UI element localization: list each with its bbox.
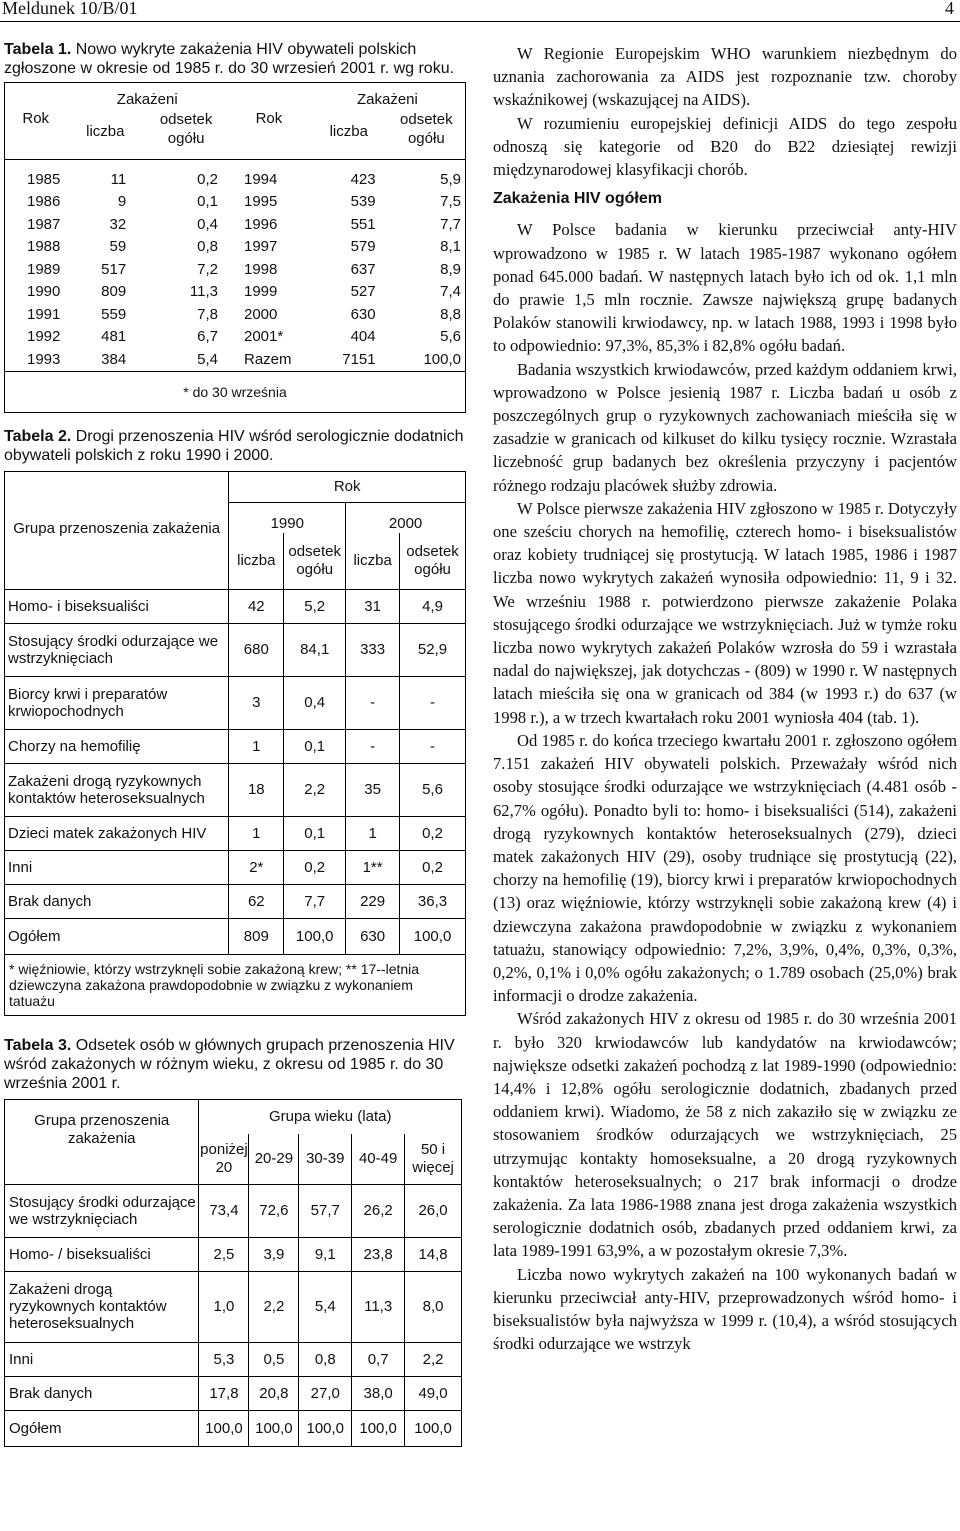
t1-cell: 384 bbox=[101, 350, 127, 368]
t2-cell: 31 bbox=[346, 589, 400, 623]
t3-row-label: Ogółem bbox=[5, 1410, 199, 1446]
t3-h-col: 40-49 bbox=[352, 1134, 405, 1185]
t2-cell: 100,0 bbox=[400, 918, 466, 954]
t1-cell: 1987 bbox=[27, 215, 61, 233]
section-heading: Zakażenia HIV ogółem bbox=[493, 190, 662, 208]
journal-title: Meldunek 10/B/01 bbox=[2, 0, 138, 18]
t1-footnote: * do 30 września bbox=[5, 371, 466, 412]
t3-cell: 20,8 bbox=[249, 1376, 299, 1410]
t3-cell: 23,8 bbox=[352, 1237, 405, 1271]
t3-cell: 100,0 bbox=[249, 1410, 299, 1446]
t2-cell: 0,1 bbox=[284, 729, 346, 763]
t3-cell: 100,0 bbox=[199, 1410, 249, 1446]
paragraph-1: W Regionie Europejskim WHO warunkiem niezbędnym do uznania zachorowania za AIDS jest rozpoznanie tzw. choroby wskaźnikowej (wskazującej na AIDS). bbox=[493, 44, 957, 110]
t1-cell: 8,9 bbox=[440, 260, 461, 278]
t1-cell: 551 bbox=[350, 215, 376, 233]
t2-cell: 42 bbox=[229, 589, 284, 623]
t3-cell: 100,0 bbox=[299, 1410, 352, 1446]
left-column bbox=[4, 40, 466, 1447]
t2-cell: 2,2 bbox=[284, 763, 346, 816]
t2-cell: 0,2 bbox=[284, 850, 346, 884]
t1-cell: 1989 bbox=[27, 260, 61, 278]
t1-cell: 1992 bbox=[27, 328, 61, 346]
t3-cell: 26,0 bbox=[405, 1184, 462, 1237]
t2-cell: 100,0 bbox=[284, 918, 346, 954]
t1-cell: 481 bbox=[101, 328, 127, 346]
t1-cell: 7,4 bbox=[440, 283, 461, 301]
t2-row bbox=[5, 816, 466, 850]
t1-cell: 527 bbox=[350, 283, 376, 301]
t1-row bbox=[5, 348, 466, 371]
t2-h-odsetek-2000: odsetek ogółu bbox=[400, 533, 466, 590]
paragraph-8: Liczba nowo wykrytych zakażeń na 100 wykonanych badań w kierunku przeciwciał anty-HIV, przeprowadzonych wśród homo- i biseksualistów była najwyższa w 1999 r. (10,4), a wśród stosujących środki odurzające we wstrzyk bbox=[493, 1264, 957, 1354]
t2-cell: 2* bbox=[229, 850, 284, 884]
t1-cell: 1999 bbox=[243, 283, 278, 301]
t2-cell: 7,7 bbox=[284, 884, 346, 918]
t1-h-rok-1: Rok bbox=[22, 109, 50, 127]
t1-cell: 1990 bbox=[27, 283, 61, 301]
t3-cell: 5,3 bbox=[199, 1342, 249, 1376]
t1-cell: 1991 bbox=[27, 305, 61, 323]
t3-cell: 0,5 bbox=[249, 1342, 299, 1376]
t3-row-label: Homo- / biseksualiści bbox=[5, 1237, 199, 1271]
t1-row bbox=[5, 258, 466, 281]
t3-cell: 2,5 bbox=[199, 1237, 249, 1271]
t1-cell: 8,8 bbox=[440, 305, 461, 323]
t1-cell: 2001* bbox=[243, 328, 284, 346]
t2-cell: 630 bbox=[346, 918, 400, 954]
t2-row-label: Dzieci matek zakażonych HIV bbox=[5, 816, 229, 850]
t2-cell: 35 bbox=[346, 763, 400, 816]
t1-cell: 630 bbox=[350, 305, 376, 323]
paragraph-4: Badania wszystkich krwiodawców, przed każdym oddaniem krwi, wprowadzono w Polsce jesienią 1987 r. Liczba badań u osób z poszczególnych grup o ryzykownych zachowaniach mieściła się w zasadzie w granicach od kilkuset do kilku tysięcy rocznie. Wzrastała liczebność grup badanych bez określenia przyczyny i pacjentów różnego rodzaju placówek służby zdrowia. bbox=[493, 359, 957, 495]
t3-cell: 14,8 bbox=[405, 1237, 462, 1271]
t1-cell: 7151 bbox=[342, 350, 376, 368]
right-column bbox=[493, 42, 957, 1355]
t3-h-age: Grupa wieku (lata) bbox=[199, 1099, 462, 1134]
t3-row bbox=[5, 1271, 462, 1342]
t1-cell: 11,3 bbox=[189, 283, 218, 301]
t1-cell: 11 bbox=[110, 170, 127, 188]
paragraph-2: W rozumieniu europejskiej definicji AIDS do tego zespołu odnoszą się kategorie od B20 do B22 dziesiątej rewizji międzynarodowej klasyfikacji chorób. bbox=[493, 113, 957, 180]
t2-row bbox=[5, 676, 466, 729]
t2-h-2000: 2000 bbox=[346, 502, 466, 533]
page-header bbox=[0, 0, 960, 20]
table2 bbox=[4, 471, 466, 1016]
t1-cell: 9 bbox=[117, 193, 127, 211]
t2-row-label: Zakażeni drogą ryzykownych kontaktów heteroseksualnych bbox=[5, 763, 229, 816]
t1-cell: 1996 bbox=[243, 215, 278, 233]
t1-cell: 8,1 bbox=[440, 238, 461, 256]
table3 bbox=[4, 1099, 462, 1447]
t2-h-1990: 1990 bbox=[229, 502, 346, 533]
t3-body bbox=[5, 1184, 462, 1446]
t2-footnote: * więźniowie, którzy wstrzyknęli sobie zakażoną krew; ** 17--letnia dziewczyna zakażona prawdopodobnie w związku z wykonaniem tatuażu bbox=[5, 954, 466, 1015]
t2-row bbox=[5, 763, 466, 816]
table3-caption bbox=[4, 1036, 466, 1093]
paragraph-5: W Polsce pierwsze zakażenia HIV zgłoszono w 1985 r. Dotyczyły one sześciu chorych na hemofilię, czterech homo- i biseksualistów oraz kobiety trudniącej się prostytucją. W latach 1985, 1986 i 1987 liczba nowo wykrytych zakażeń wynosiła odpowiednio: 11, 9 i 32. We wrześniu 1988 r. potwierdzono pierwsze zakażenie Polaka stosującego środki odurzające we wstrzyknięciach. Już w tymże roku liczba nowo wykrytych zakażeń Polaków wzrosła do 59 i wzrastała nadal do największej, jak dotychczas - (809) w 1990 r. W następnych latach mieściła się ona w granicach od 384 (w 1993 r.) do 637 (w 1998 r.), a w trzech kwartałach roku 2001 wyniosła 404 (tab. 1). bbox=[493, 498, 957, 727]
t2-h-liczba-2000: liczba bbox=[346, 533, 400, 590]
t3-cell: 17,8 bbox=[199, 1376, 249, 1410]
t1-cell: 7,2 bbox=[197, 260, 218, 278]
t3-cell: 57,7 bbox=[299, 1184, 352, 1237]
t1-cell: 7,7 bbox=[440, 215, 461, 233]
t2-cell: 5,6 bbox=[400, 763, 466, 816]
t1-cell: 100,0 bbox=[423, 350, 461, 368]
t2-cell: - bbox=[346, 729, 400, 763]
t1-row bbox=[5, 213, 466, 236]
t2-body bbox=[5, 589, 466, 954]
t1-cell: 0,4 bbox=[197, 215, 218, 233]
t1-h-zakazeni-2: Zakażeni bbox=[356, 90, 418, 108]
t3-cell: 0,8 bbox=[299, 1342, 352, 1376]
t1-row bbox=[5, 236, 466, 259]
t3-row bbox=[5, 1376, 462, 1410]
paragraph-7: Wśród zakażonych HIV z okresu od 1985 r. do 30 września 2001 r. było 320 krwiodawców lub kandydatów na krwiodawców; największe odsetki zakażeń pochodzą z lat 1989-1990 (odpowiednio: 14,4% i 12,8% ogółu serologicznie dodatnich, zbadanych przed oddaniem krwi). Wiadomo, że 58 z nich zakaziło się w związku ze stosowaniem środków odurzających we wstrzyknięciach, 25 utrzymując kontakty homoseksualne, a 20 drogą ryzykownych kontaktów heteroseksualnych; o 217 brak informacji o drodze zakażenia. Za lata 1986-1988 znana jest droga zakażenia wszystkich serologicznie dodatnich osób, zbadanych przed oddaniem krwi, za lata 1989-1991 63,9%, a w pozostałym okresie 7,3%. bbox=[493, 1009, 957, 1261]
t2-cell: 1 bbox=[229, 816, 284, 850]
t3-cell: 72,6 bbox=[249, 1184, 299, 1237]
t1-h-zakazeni-1: Zakażeni bbox=[116, 90, 178, 108]
t2-cell: 3 bbox=[229, 676, 284, 729]
t2-cell: - bbox=[346, 676, 400, 729]
t1-cell: 1998 bbox=[243, 260, 278, 278]
t1-cell: Razem bbox=[243, 350, 292, 368]
t1-cell: 1986 bbox=[27, 193, 61, 211]
t3-h-group: Grupa przenoszenia zakażenia bbox=[5, 1099, 199, 1184]
t3-row bbox=[5, 1342, 462, 1376]
t1-cell: 7,5 bbox=[440, 193, 461, 211]
t3-row bbox=[5, 1410, 462, 1446]
paragraph-6: Od 1985 r. do końca trzeciego kwartału 2001 r. zgłoszono ogółem 7.151 zakażeń HIV obywateli polskich. Przeważały wśród nich osoby stosujące środki odurzające we wstrzyknięciach (4.481 osób - 62,7% ogółu). Ponadto byli to: homo- i biseksualiści (514), zakażeni drogą ryzykownych kontaktów heteroseksualnych (279), dzieci matek zakażonych HIV (29), osoby trudniące się prostytucją (22), chorzy na hemofilię (19), biorcy krwi i preparatów krwiopochodnych (13) oraz więźniowie, którzy wstrzyknęli sobie zakażoną krew (4) i dziewczyna zakażona prawdopodobnie w związku z wykonaniem tatuażu, stanowiący odpowiednio: 7,2%, 3,9%, 0,4%, 0,3%, 0,3%, 0,2%, 0,1% i 0,0% ogółu zakażonych; o 1.789 osobach (25,0%) brak informacji o drodze zakażenia. bbox=[493, 730, 957, 1006]
t2-row bbox=[5, 884, 466, 918]
t1-cell: 1988 bbox=[27, 238, 61, 256]
t3-cell: 3,9 bbox=[249, 1237, 299, 1271]
t3-cell: 100,0 bbox=[352, 1410, 405, 1446]
table1-caption-text: Nowo wykryte zakażenia HIV obywateli polskich zgłoszone w okresie od 1985 r. do 30 wrzesień 2001 r. wg roku. bbox=[4, 41, 455, 77]
t2-cell: 680 bbox=[229, 623, 284, 676]
t2-cell: 809 bbox=[229, 918, 284, 954]
t3-cell: 8,0 bbox=[405, 1271, 462, 1342]
t2-cell: 52,9 bbox=[400, 623, 466, 676]
t1-cell: 5,6 bbox=[440, 328, 461, 346]
t2-cell: 18 bbox=[229, 763, 284, 816]
t1-h-odsetek-1: odsetek ogółu bbox=[159, 111, 213, 148]
t3-row bbox=[5, 1237, 462, 1271]
t2-row bbox=[5, 729, 466, 763]
t3-cell: 38,0 bbox=[352, 1376, 405, 1410]
t2-row-label: Stosujący środki odurzające we wstrzyknięciach bbox=[5, 623, 229, 676]
t2-cell: 0,4 bbox=[284, 676, 346, 729]
t2-row bbox=[5, 918, 466, 954]
t3-row bbox=[5, 1184, 462, 1237]
t2-cell: 4,9 bbox=[400, 589, 466, 623]
t1-h-rok-2: Rok bbox=[255, 109, 283, 127]
t1-cell: 423 bbox=[350, 170, 376, 188]
t1-cell: 1985 bbox=[27, 170, 61, 188]
t1-cell: 539 bbox=[350, 193, 376, 211]
t3-cell: 1,0 bbox=[199, 1271, 249, 1342]
t3-row-label: Inni bbox=[5, 1342, 199, 1376]
t2-row-label: Biorcy krwi i preparatów krwiopochodnych bbox=[5, 676, 229, 729]
t3-row-label: Zakażeni drogą ryzykownych kontaktów heteroseksualnych bbox=[5, 1271, 199, 1342]
t1-cell: 5,4 bbox=[197, 350, 218, 368]
t1-cell: 0,2 bbox=[197, 170, 218, 188]
table2-caption-label: Tabela 2. bbox=[4, 427, 72, 445]
t1-h-liczba-1: liczba bbox=[86, 122, 125, 140]
t2-cell: 333 bbox=[346, 623, 400, 676]
table1-caption-label: Tabela 1. bbox=[4, 41, 72, 58]
t3-h-col: 30-39 bbox=[299, 1134, 352, 1185]
t1-cell: 579 bbox=[350, 238, 376, 256]
t1-h-odsetek-2: odsetek ogółu bbox=[400, 111, 453, 148]
t2-row-label: Chorzy na hemofilię bbox=[5, 729, 229, 763]
table2-caption bbox=[4, 427, 466, 465]
t2-cell: 0,1 bbox=[284, 816, 346, 850]
t2-cell: 1 bbox=[346, 816, 400, 850]
t1-row bbox=[5, 191, 466, 214]
t1-row bbox=[5, 281, 466, 304]
t1-cell: 1993 bbox=[27, 350, 61, 368]
t1-cell: 637 bbox=[350, 260, 376, 278]
t1-cell: 809 bbox=[101, 283, 127, 301]
t3-cell: 2,2 bbox=[249, 1271, 299, 1342]
t3-h-col: poniżej 20 bbox=[199, 1134, 249, 1185]
t3-cell: 26,2 bbox=[352, 1184, 405, 1237]
t1-cell: 32 bbox=[109, 215, 127, 233]
t2-h-odsetek-1990: odsetek ogółu bbox=[284, 533, 346, 590]
t1-row bbox=[5, 326, 466, 349]
t3-cell: 2,2 bbox=[405, 1342, 462, 1376]
page-number: 4 bbox=[945, 0, 954, 18]
t2-cell: 62 bbox=[229, 884, 284, 918]
table1 bbox=[4, 82, 466, 413]
t1-cell: 517 bbox=[101, 260, 127, 278]
t1-cell: 1994 bbox=[243, 170, 278, 188]
t3-cell: 27,0 bbox=[299, 1376, 352, 1410]
t2-row bbox=[5, 850, 466, 884]
t1-cell: 2000 bbox=[243, 305, 278, 323]
t2-cell: 5,2 bbox=[284, 589, 346, 623]
t2-row-label: Brak danych bbox=[5, 884, 229, 918]
t2-cell: - bbox=[400, 729, 466, 763]
t3-cell: 9,1 bbox=[299, 1237, 352, 1271]
t3-h-col: 50 i więcej bbox=[405, 1134, 462, 1185]
t1-cell: 0,1 bbox=[197, 193, 218, 211]
t2-h-liczba-1990: liczba bbox=[229, 533, 284, 590]
t3-row-label: Stosujący środki odurzające we wstrzyknięciach bbox=[5, 1184, 199, 1237]
t3-cell: 0,7 bbox=[352, 1342, 405, 1376]
t1-body bbox=[5, 168, 466, 371]
t1-cell: 0,8 bbox=[197, 238, 218, 256]
table1-caption bbox=[4, 40, 466, 78]
t2-cell: 1 bbox=[229, 729, 284, 763]
t2-cell: 36,3 bbox=[400, 884, 466, 918]
t3-row-label: Brak danych bbox=[5, 1376, 199, 1410]
t2-cell: 229 bbox=[346, 884, 400, 918]
table3-caption-text: Odsetek osób w głównych grupach przenoszenia HIV wśród zakażonych w różnym wieku, z okresu od 1985 r. do 30 września 2001 r. bbox=[4, 1036, 455, 1092]
t2-cell: 0,2 bbox=[400, 816, 466, 850]
t2-row bbox=[5, 623, 466, 676]
t1-cell: 6,7 bbox=[197, 328, 218, 346]
t1-row bbox=[5, 303, 466, 326]
t2-row bbox=[5, 589, 466, 623]
t1-cell: 5,9 bbox=[440, 170, 461, 188]
t1-h-liczba-2: liczba bbox=[329, 122, 368, 140]
header-rule bbox=[0, 21, 960, 22]
paragraph-3: W Polsce badania w kierunku przeciwciał anty-HIV wprowadzono w 1985 r. W latach 1985-1987 wykonano ogółem ponad 645.000 badań. W następnych latach było ich od ok. 1,1 mln do prawie 1,5 mln rocznie. Zawsze największą grupę badanych Polaków stanowili krwiodawcy, np. w latach 1988, 1993 i 1998 było to odpowiednio: 97,3%, 85,3% i 82,8% ogółu badań. bbox=[493, 220, 957, 356]
t3-cell: 100,0 bbox=[405, 1410, 462, 1446]
t1-cell: 59 bbox=[109, 238, 127, 256]
t3-cell: 11,3 bbox=[352, 1271, 405, 1342]
t2-cell: 0,2 bbox=[400, 850, 466, 884]
t2-cell: - bbox=[400, 676, 466, 729]
t2-row-label: Ogółem bbox=[5, 918, 229, 954]
t1-cell: 1997 bbox=[243, 238, 278, 256]
t1-cell: 559 bbox=[101, 305, 127, 323]
t1-cell: 1995 bbox=[243, 193, 278, 211]
table2-caption-text: Drogi przenoszenia HIV wśród serologicznie dodatnich obywateli polskich z roku 1990 i 2000. bbox=[4, 427, 464, 464]
t3-cell: 49,0 bbox=[405, 1376, 462, 1410]
t3-cell: 5,4 bbox=[299, 1271, 352, 1342]
table3-caption-label: Tabela 3. bbox=[4, 1036, 72, 1054]
t2-h-rok: Rok bbox=[229, 471, 466, 502]
t1-cell: 404 bbox=[350, 328, 376, 346]
t1-row bbox=[5, 168, 466, 191]
t2-row-label: Inni bbox=[5, 850, 229, 884]
t3-h-col: 20-29 bbox=[249, 1134, 299, 1185]
t2-row-label: Homo- i biseksualiści bbox=[5, 589, 229, 623]
t3-cell: 73,4 bbox=[199, 1184, 249, 1237]
t2-cell: 1** bbox=[346, 850, 400, 884]
t2-h-group: Grupa przenoszenia zakażenia bbox=[5, 471, 229, 589]
t1-cell: 7,8 bbox=[197, 305, 218, 323]
t2-cell: 84,1 bbox=[284, 623, 346, 676]
